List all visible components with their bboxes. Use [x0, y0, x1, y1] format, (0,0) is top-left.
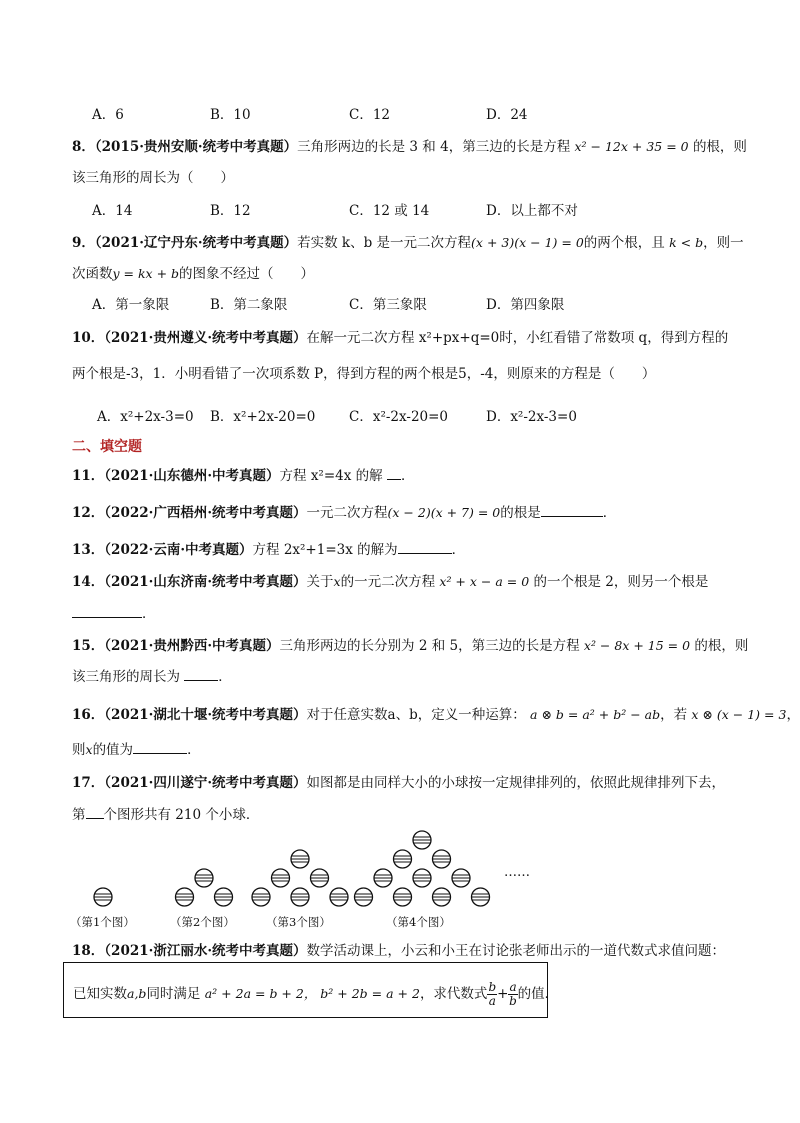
q9-text3: ，则一 — [703, 235, 744, 251]
q10-text1: 在解一元二次方程 x²+px+q=0时，小红看错了常数项 q，得到方程的 — [306, 330, 729, 346]
q12-number: 12． — [72, 505, 105, 521]
q16-equation2: x ⊗ (x − 1) = 3 — [691, 707, 787, 722]
q15-source: （2021·贵州黔西·中考真题） — [104, 638, 280, 654]
q18-text1: 数学活动课上，小云和小王在讨论张老师出示的一道代数式求值问题： — [306, 943, 726, 959]
q9-source: （2021·辽宁丹东·统考中考真题） — [94, 235, 298, 251]
q8-text1: 三角形两边的长是 3 和 4，第三边的长是方程 — [297, 139, 571, 155]
q9-option-b: B．第二象限 — [210, 297, 288, 313]
q18-frac2-numerator: a — [509, 980, 517, 994]
q10-number: 10． — [72, 330, 105, 346]
q18-frac2-denominator: b — [509, 994, 517, 1008]
q8-option-c: C．12 或 14 — [349, 203, 430, 219]
q15-text2: 的根，则 — [694, 638, 749, 654]
q14-tail: ． — [142, 606, 156, 622]
q16-text2: ，若 — [660, 707, 688, 723]
q11-number: 11． — [72, 468, 105, 484]
ball-icon — [195, 869, 213, 887]
ball-icon — [291, 850, 309, 868]
q17-fig-label-2: （第2个图） — [170, 915, 235, 929]
q9-option-a: A．第一象限 — [92, 297, 170, 313]
q10-source: （2021·贵州遵义·统考中考真题） — [104, 330, 307, 346]
q18-box-d: 的值． — [517, 986, 559, 1002]
q16-line2a: 则 — [72, 742, 86, 758]
ball-icon — [394, 850, 412, 868]
q17-source: （2021·四川遂宁·统考中考真题） — [104, 775, 307, 791]
q12-source: （2022·广西梧州·统考中考真题） — [104, 505, 307, 521]
ball-icon — [94, 888, 112, 906]
q11-source: （2021·山东德州·中考真题） — [104, 468, 280, 484]
q12-tail: ． — [602, 505, 617, 521]
ball-icon — [355, 888, 373, 906]
ball-icon — [433, 888, 451, 906]
q16-text3: ， — [786, 707, 800, 723]
q13-text: 方程 2x²+1=3x 的解为 — [252, 542, 398, 558]
q18-frac1-denominator: a — [488, 994, 496, 1008]
q9-option-c: C．第三象限 — [349, 297, 427, 313]
q9-line2a: 次函数 — [72, 266, 113, 282]
q9-line2b: 的图象不经过（ ） — [179, 266, 315, 282]
q18-box-a: 已知实数 — [73, 986, 127, 1002]
ball-icon — [176, 888, 194, 906]
ball-icon — [291, 888, 309, 906]
q17-line2b: 个图形共有 210 个小球． — [103, 807, 260, 823]
q8-option-b: B．12 — [210, 203, 251, 219]
q18-box-b: 同时满足 — [146, 986, 201, 1002]
ball-icon — [272, 869, 290, 887]
q8-option-a: A．14 — [92, 203, 133, 219]
q17-fig-label-1: （第1个图） — [70, 915, 135, 929]
q17-ellipsis: …… — [504, 865, 530, 880]
q18-fraction-b-over-a — [487, 981, 497, 1008]
q7-option-c: C．12 — [349, 107, 391, 123]
ball-icon — [374, 869, 392, 887]
q10-line2: 两个根是-3，1．小明看错了一次项系数 P，得到方程的两个根是5，-4，则原来的方程是（ ） — [72, 366, 656, 382]
q13-number: 13． — [72, 542, 105, 558]
q14-variable: x — [333, 574, 341, 589]
q9-equation: (x + 3)(x − 1) = 0 — [471, 235, 584, 250]
q13-tail: ． — [451, 542, 466, 558]
q18-number: 18． — [72, 943, 105, 959]
q8-option-d: D．以上都不对 — [486, 203, 578, 219]
q18-line1 — [72, 939, 725, 959]
q16-variable: x — [85, 742, 93, 757]
q10-option-b: B．x²+2x-20=0 — [210, 409, 316, 425]
q7-option-a: A．6 — [92, 107, 124, 123]
q12-text2: 的根是 — [500, 505, 541, 521]
q15-equation: x² − 8x + 15 = 0 — [583, 638, 691, 653]
q17-text1: 如图都是由同样大小的小球按一定规律排列的，依照此规律排列下去， — [306, 775, 726, 791]
q16-source: （2021·湖北十堰·统考中考真题） — [104, 707, 307, 723]
q17-fig-label-3: （第3个图） — [266, 915, 331, 929]
q14-text3: 的一个根是 2，则另一个根是 — [533, 574, 709, 590]
q14-equation: x² + x − a = 0 — [439, 574, 530, 589]
ball-icon — [452, 869, 470, 887]
q9-number: 9． — [72, 235, 95, 251]
q7-option-d: D．24 — [486, 107, 528, 123]
q14-text1: 关于 — [306, 574, 334, 590]
q17-fig-label-4: （第4个图） — [386, 915, 451, 929]
q9-option-d: D．第四象限 — [486, 297, 565, 313]
q8-number: 8． — [72, 139, 95, 155]
q9-function: y = kx + b — [112, 266, 180, 281]
ball-icon — [472, 888, 490, 906]
q10-option-c: C．x²-2x-20=0 — [349, 409, 449, 425]
q9-condition: k < b — [669, 235, 704, 250]
q8-text2: 的根，则 — [692, 139, 747, 155]
q11-tail: ． — [400, 468, 415, 484]
q16-equation: a ⊗ b = a² + b² − ab — [530, 707, 661, 722]
ball-icon — [394, 888, 412, 906]
q14-text2: 的一元二次方程 — [340, 574, 436, 590]
ball-icon — [413, 869, 431, 887]
ball-icon — [215, 888, 233, 906]
ball-icon — [330, 888, 348, 906]
q18-frac1-numerator: b — [488, 980, 497, 994]
q11-text: 方程 x²=4x 的解 — [279, 468, 383, 484]
q9-text2: 的两个根，且 — [583, 235, 665, 251]
q14-number: 14． — [72, 574, 105, 590]
q16-text1: 对于任意实数a、b，定义一种运算： — [306, 707, 526, 723]
q13-source: （2022·云南·中考真题） — [104, 542, 253, 558]
ball-icon — [311, 869, 329, 887]
ball-icon — [433, 850, 451, 868]
q18-fraction-a-over-b — [508, 981, 517, 1008]
q10-option-d: D．x²-2x-3=0 — [486, 409, 577, 425]
q18-box-equations: a² + 2a = b + 2， b² + 2b = a + 2 — [204, 986, 420, 1001]
q18-box-content — [73, 981, 558, 1008]
q17-number: 17． — [72, 775, 105, 791]
ball-icon — [252, 888, 270, 906]
q12-text: 一元二次方程 — [306, 505, 388, 521]
q18-box-c: ，求代数式 — [419, 986, 488, 1002]
q9-text1: 若实数 k、b 是一元二次方程 — [297, 235, 472, 251]
q18-box-vars: a,b — [127, 986, 147, 1001]
q16-tail: ． — [187, 742, 201, 758]
q16-line2b: 的值为 — [92, 742, 134, 758]
q18-plus: + — [497, 986, 509, 1002]
q8-line2: 该三角形的周长为（ ） — [72, 170, 234, 186]
q15-text1: 三角形两边的长分别为 2 和 5，第三边的长是方程 — [279, 638, 580, 654]
ball-icon — [413, 831, 431, 849]
q15-tail: ． — [218, 669, 232, 685]
q12-equation: (x − 2)(x + 7) = 0 — [387, 505, 501, 520]
q18-problem-box — [63, 962, 559, 1018]
q8-source: （2015·贵州安顺·统考中考真题） — [94, 139, 298, 155]
q14-source: （2021·山东济南·统考中考真题） — [104, 574, 307, 590]
q18-source: （2021·浙江丽水·统考中考真题） — [104, 943, 307, 959]
q8-equation: x² − 12x + 35 = 0 — [574, 139, 689, 154]
q15-number: 15． — [72, 638, 105, 654]
q15-line2-text: 该三角形的周长为 — [72, 669, 180, 685]
q17-line2a: 第 — [72, 807, 86, 823]
q10-option-a: A．x²+2x-3=0 — [97, 409, 194, 425]
q16-number: 16． — [72, 707, 105, 723]
q7-option-b: B．10 — [210, 107, 251, 123]
section-heading-fill-in: 二、填空题 — [72, 439, 142, 455]
